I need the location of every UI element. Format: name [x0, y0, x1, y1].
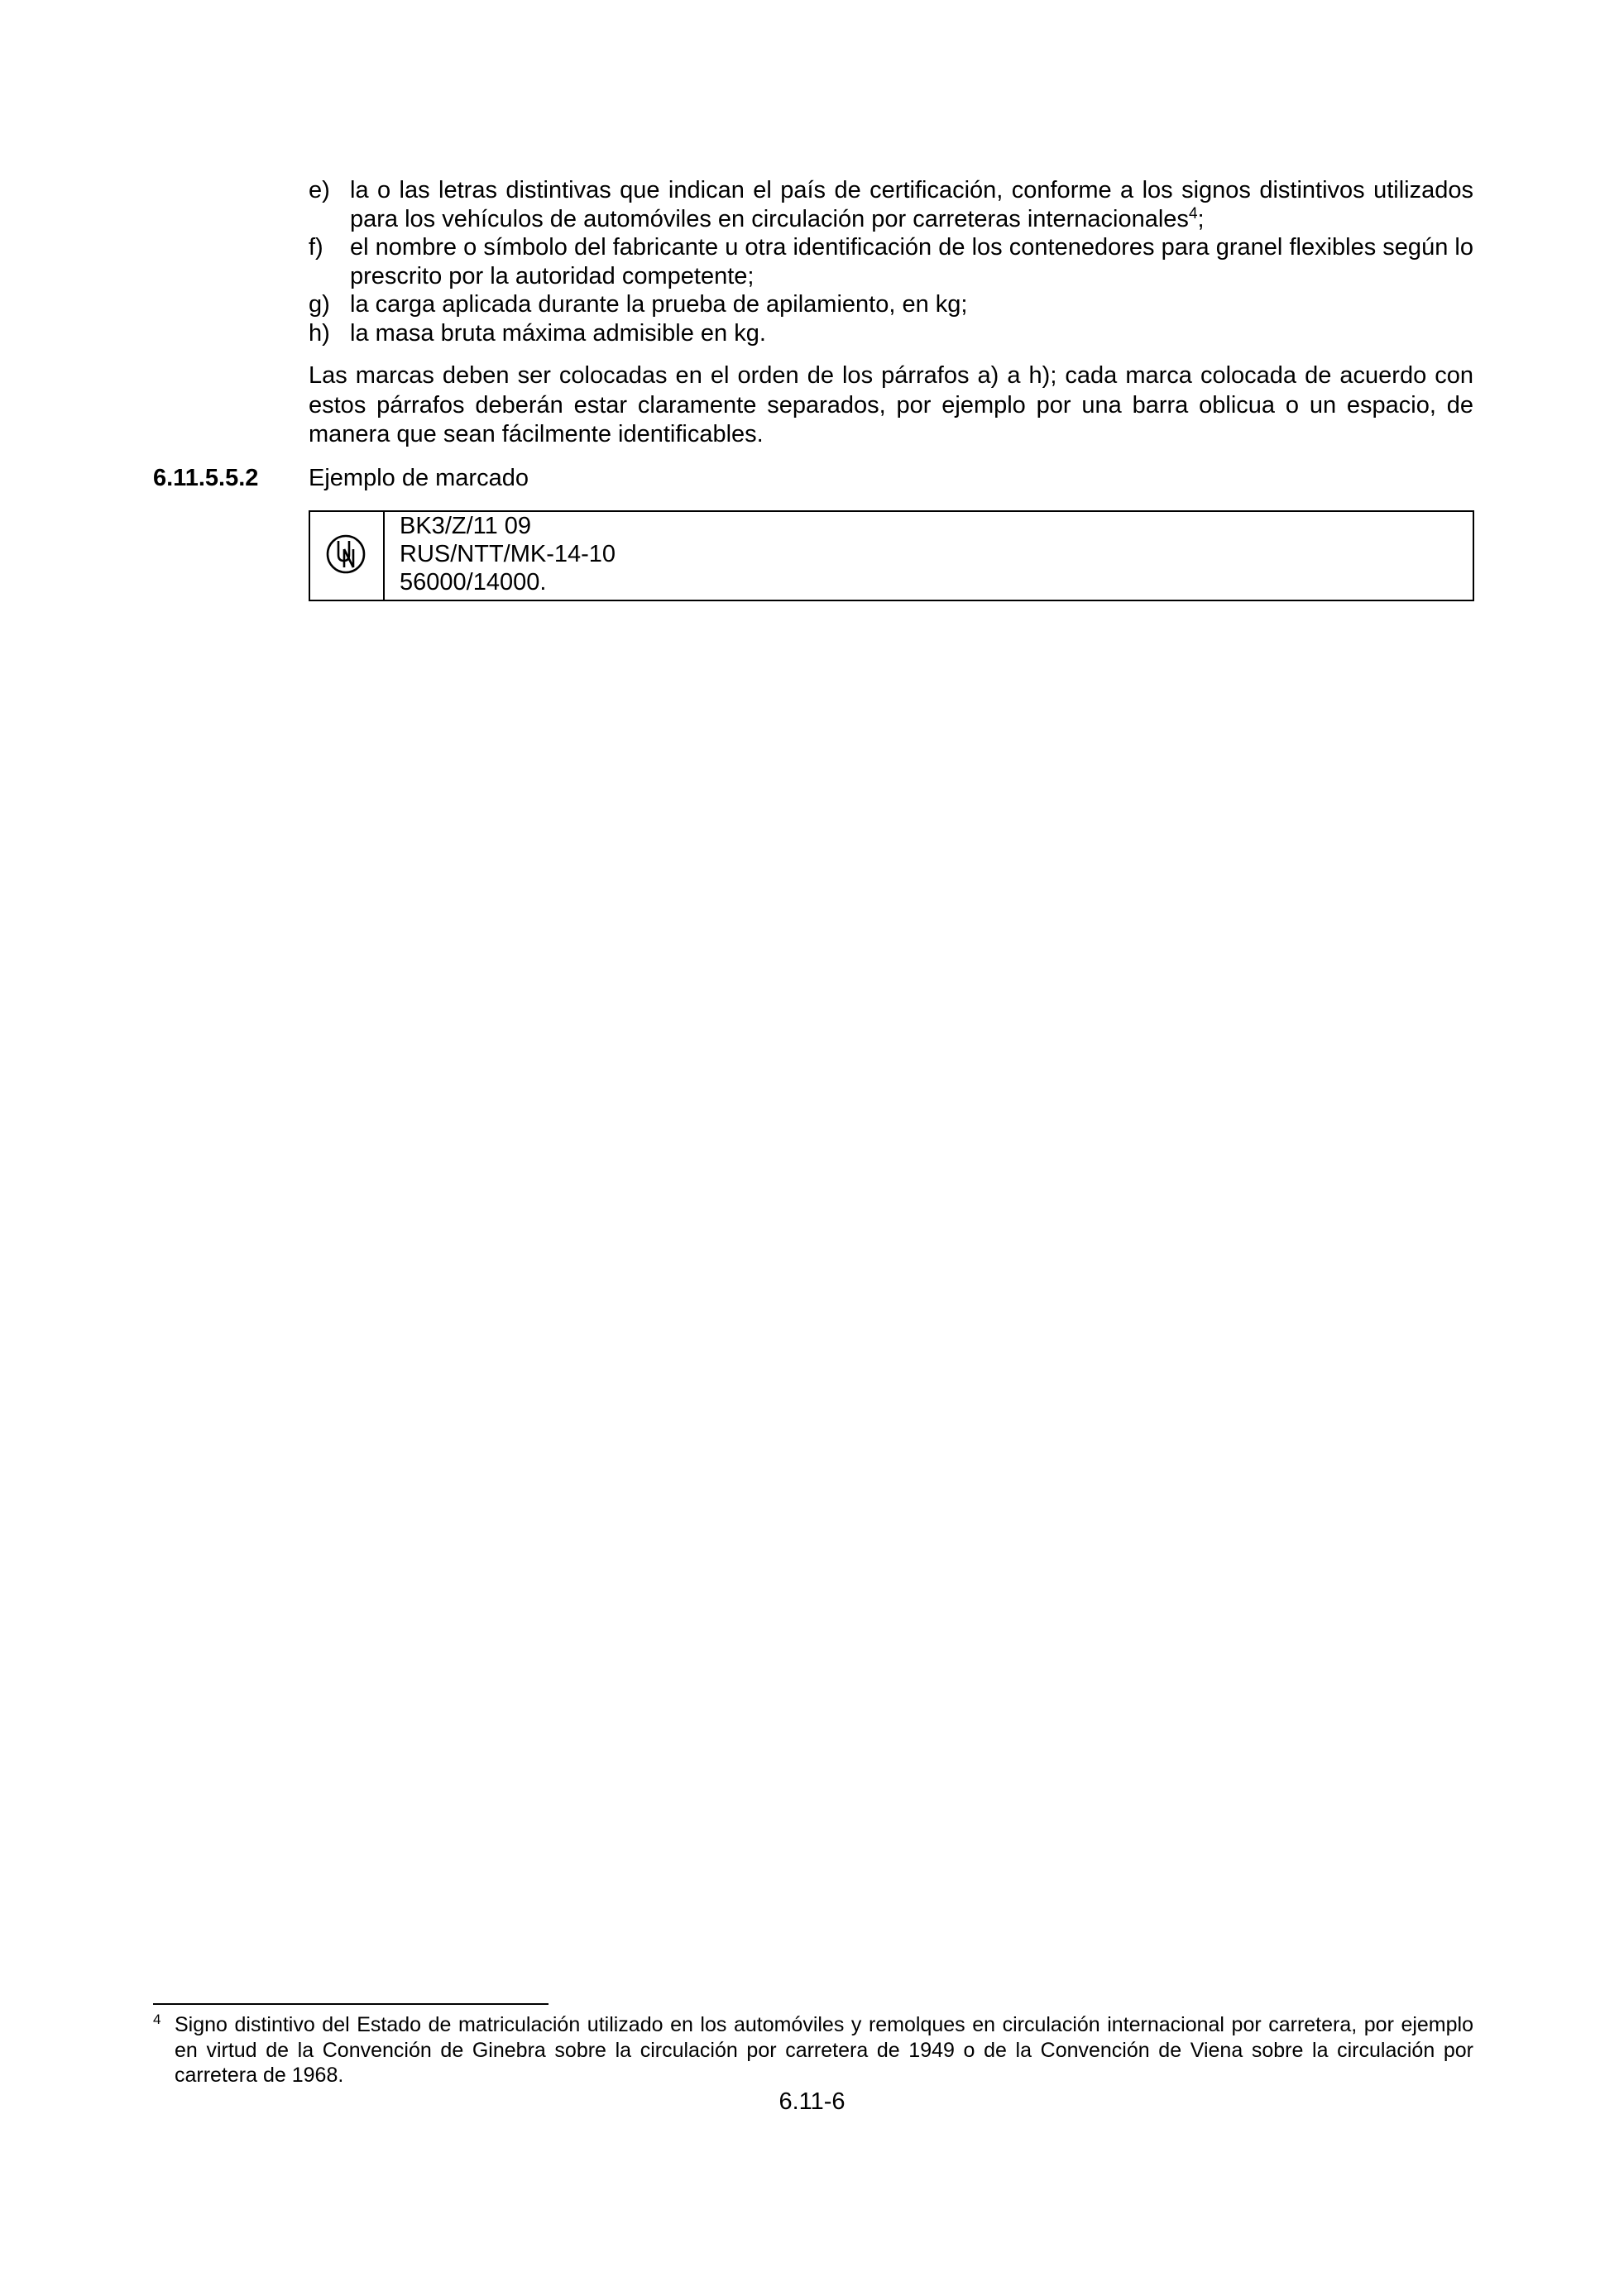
section-number: 6.11.5.5.2: [153, 465, 259, 491]
symbol-cell: [310, 512, 385, 600]
page-number: [0, 2088, 1624, 2116]
marking-line: 56000/14000.: [400, 569, 547, 596]
marking-example-box: [309, 510, 1474, 601]
list-item-f: [309, 233, 1473, 290]
marking-lines: [400, 512, 616, 596]
footnote-separator: [153, 2003, 549, 2005]
marking-line: RUS/NTT/MK-14-10: [400, 541, 616, 567]
list-item-letter: g): [309, 291, 330, 318]
marking-requirements-list: [309, 176, 1473, 347]
list-item-text: la carga aplicada durante la prueba de apilamiento, en kg;: [350, 291, 968, 318]
footnote-reference[interactable]: 4: [1188, 204, 1198, 222]
section-title: Ejemplo de marcado: [309, 465, 529, 491]
marking-line: BK3/Z/11 09: [400, 513, 532, 539]
footnote-mark: 4: [153, 2011, 161, 2027]
un-packaging-symbol-icon: [325, 533, 366, 575]
footnote-text: Signo distintivo del Estado de matriculación utilizado en los automóviles y remolques en circulación internacional por carretera, por ejemplo en virtud de la Convención de Ginebra sobre la circulación por carretera de 1949 o de la Convención de Viena sobre la circulación por carretera de 1968.: [175, 2013, 1473, 2087]
list-item-text: la o las letras distintivas que indican el país de certificación, conforme a los signos distintivos utilizados para los vehículos de automóviles en circulación por carreteras internacionales: [350, 177, 1473, 232]
footnote: [153, 2012, 1473, 2088]
marking-order-paragraph: Las marcas deben ser colocadas en el orden de los párrafos a) a h); cada marca colocada de acuerdo con estos párrafos deberán estar claramente separados, por ejemplo por una barra oblicua o un espacio, de manera que sean fácilmente identificables.: [309, 362, 1473, 447]
list-item-letter: e): [309, 177, 330, 203]
list-item-letter: f): [309, 234, 323, 261]
list-item-h: [309, 319, 1473, 348]
list-item-suffix: ;: [1197, 205, 1205, 232]
list-item-text: la masa bruta máxima admisible en kg.: [350, 319, 766, 347]
list-item-e: [309, 176, 1473, 233]
list-item-letter: h): [309, 319, 330, 347]
page-number-text: 6.11-6: [778, 2088, 846, 2115]
list-item-g: [309, 290, 1473, 319]
list-item-text: el nombre o símbolo del fabricante u otra identificación de los contenedores para granel flexibles según lo prescrito por la autoridad competente;: [350, 234, 1473, 289]
